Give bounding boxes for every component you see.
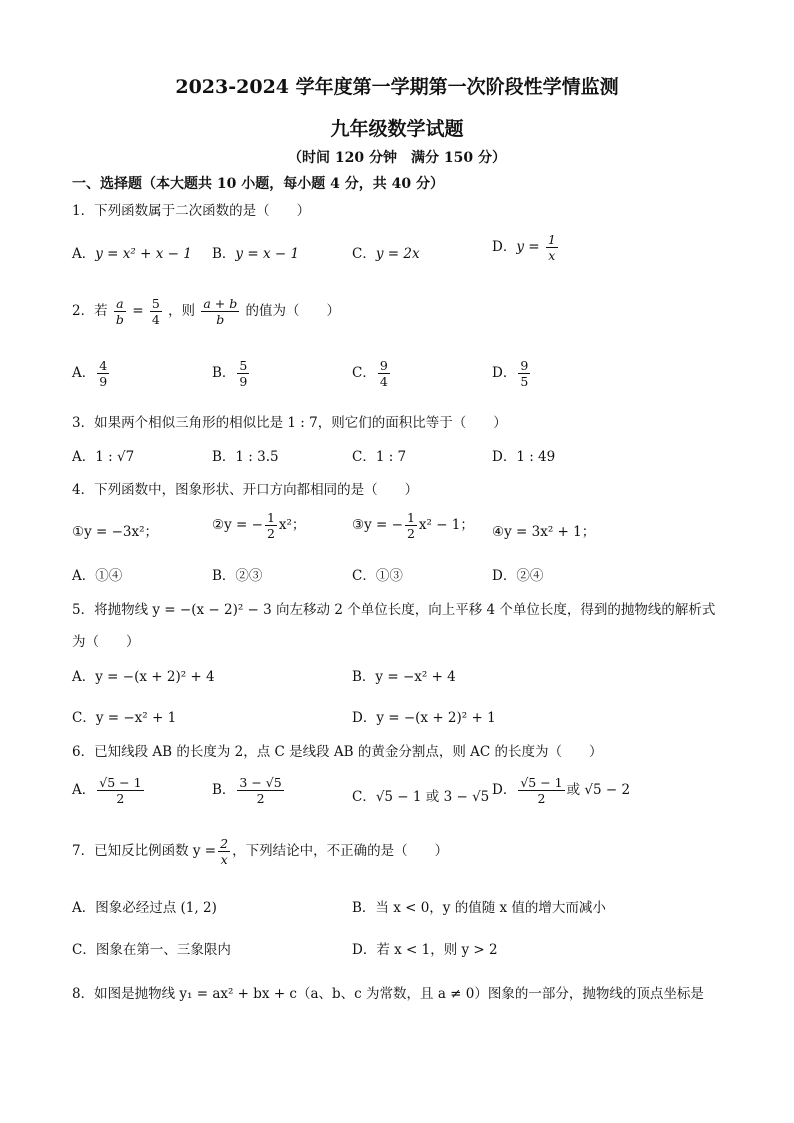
q2-option-a: A． $\frac{4}{9}$	[72, 358, 108, 389]
option-expr: y = x − 1	[235, 246, 300, 262]
q7-option-b: B．当 x < 0，y 的值随 x 值的增大而减小	[352, 900, 606, 916]
q7-stem: 7．已知反比例函数 y = $\frac{2}{x}$ ，下列结论中，不正确的是（ ）	[72, 836, 449, 867]
fraction: $\frac{9}{5}$	[520, 358, 529, 389]
q7-option-c: C．图象在第一、三象限内	[72, 942, 231, 958]
exam-subtitle: 九年级数学试题	[330, 118, 464, 140]
q2-option-d: D． $\frac{9}{5}$	[492, 358, 529, 389]
q5-option-a: A．y = −(x + 2)² + 4	[72, 669, 215, 685]
q3-stem: 3．如果两个相似三角形的相似比是 1 : 7，则它们的面积比等于（ ）	[72, 415, 507, 431]
q1-stem: 1．下列函数属于二次函数的是（ ）	[72, 203, 311, 219]
q5-option-d: D．y = −(x + 2)² + 1	[352, 710, 496, 726]
q4-stem: 4．下列函数中，图象形状、开口方向都相同的是（ ）	[72, 482, 419, 498]
q3-option-b: B．1 : 3.5	[212, 449, 279, 465]
fraction: $\frac{√5 - 1}{2}$	[99, 775, 142, 806]
q5-option-c: C．y = −x² + 1	[72, 710, 177, 726]
fraction: $\frac{1}{2}$	[266, 510, 275, 541]
q6-option-d: D． $\frac{√5 - 1}{2}$ 或 √5 − 2	[492, 775, 631, 806]
fraction: $\frac{a}{b}$	[115, 296, 124, 327]
q8-stem: 8．如图是抛物线 y₁ = ax² + bx + c（a、b、c 为常数，且 a ≠ 0）图象的一部分，抛物线的顶点坐标是	[72, 986, 704, 1002]
q4-item-2: ②y = − $\frac{1}{2}$ x²；	[212, 510, 306, 541]
q5-stem-line1: 5．将抛物线 y = −(x − 2)² − 3 向左移动 2 个单位长度，向上平移 4 个单位长度，得到的抛物线的解析式	[72, 602, 716, 618]
q2-option-c: C． $\frac{9}{4}$	[352, 358, 388, 389]
q4-option-a: A．①④	[72, 568, 123, 584]
fraction: $\frac{2}{x}$	[220, 836, 229, 867]
option-expr: y = x² + x − 1	[95, 246, 192, 262]
q2-stem: 2．若 $\frac{a}{b}$ = $\frac{5}{4}$ ，则 $\frac{a + b}{b}$ 的值为（ ）	[72, 296, 341, 327]
q5-option-b: B．y = −x² + 4	[352, 669, 456, 685]
option-letter: A．	[72, 246, 96, 262]
q4-option-d: D．②④	[492, 568, 544, 584]
q3-option-a: A．1 : √7	[72, 449, 135, 465]
q6-stem: 6．已知线段 AB 的长度为 2，点 C 是线段 AB 的黄金分割点，则 AC 的长度为（ ）	[72, 744, 603, 760]
fraction: $\frac{1}{x}$	[547, 232, 556, 263]
q4-item-4: ④y = 3x² + 1；	[492, 524, 596, 540]
section-heading: 一、选择题（本大题共 10 小题，每小题 4 分，共 40 分）	[72, 176, 444, 192]
fraction: $\frac{3 - √5}{2}$	[239, 775, 282, 806]
q3-option-d: D．1 : 49	[492, 449, 556, 465]
q2-option-b: B． $\frac{5}{9}$	[212, 358, 248, 389]
q7-option-d: D．若 x < 1，则 y > 2	[352, 942, 498, 958]
q6-option-a: A． $\frac{√5 - 1}{2}$	[72, 775, 142, 806]
fraction: $\frac{9}{4}$	[379, 358, 388, 389]
option-letter: C．	[352, 246, 376, 262]
fraction: $\frac{1}{2}$	[406, 510, 415, 541]
fraction: $\frac{5}{9}$	[239, 358, 248, 389]
option-letter: D．	[492, 239, 517, 255]
q4-item-3: ③y = − $\frac{1}{2}$ x² − 1；	[352, 510, 474, 541]
q7-option-a: A．图象必经过点 (1, 2)	[72, 900, 217, 916]
option-expr: y = 2x	[375, 246, 420, 262]
option-letter: B．	[212, 246, 236, 262]
option-expr: y =	[516, 239, 540, 255]
exam-info: （时间 120 分钟 满分 150 分）	[288, 150, 506, 166]
q6-option-c: C．√5 − 1 或 3 − √5	[352, 789, 490, 805]
fraction: $\frac{4}{9}$	[99, 358, 108, 389]
exam-title: 2023-2024 学年度第一学期第一次阶段性学情监测	[175, 76, 619, 98]
q1-option-d	[492, 232, 560, 263]
fraction: $\frac{5}{4}$	[151, 296, 160, 327]
q6-option-b: B． $\frac{3 - √5}{2}$	[212, 775, 282, 806]
q5-stem-line2: 为（ ）	[72, 634, 140, 650]
fraction: $\frac{√5 - 1}{2}$	[520, 775, 563, 806]
fraction: $\frac{a + b}{b}$	[203, 296, 238, 327]
q1-option-b	[212, 242, 299, 262]
q1-option-c	[352, 242, 420, 262]
q4-option-b: B．②③	[212, 568, 263, 584]
q1-option-a	[72, 242, 192, 262]
q4-item-1: ①y = −3x²；	[72, 524, 159, 540]
q4-option-c: C．①③	[352, 568, 403, 584]
q3-option-c: C．1 : 7	[352, 449, 407, 465]
